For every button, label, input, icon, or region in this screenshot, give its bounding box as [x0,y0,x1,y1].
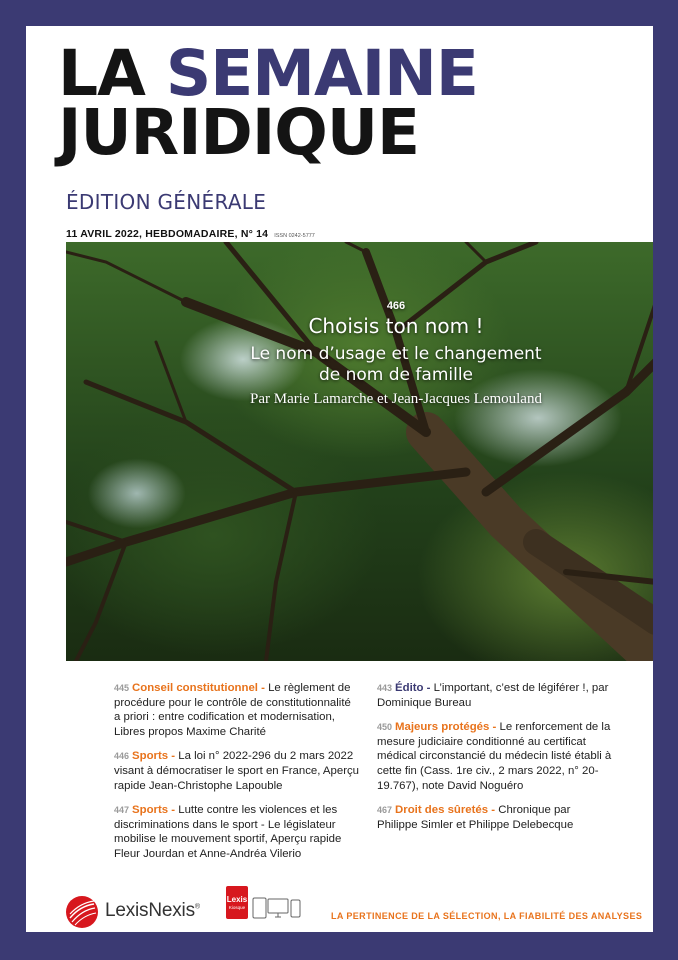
masthead-word-semaine: SEMAINE [165,37,478,110]
masthead-word-la: LA [58,37,166,110]
masthead [58,37,478,169]
feature-subtitle-line-2: de nom de famille [318,365,474,385]
feature-subtitle-line-1: Le nom d’usage et le changement [250,344,542,364]
kiosk-label-2: Kiosque [228,905,246,910]
entry-number: 446 [114,751,130,762]
entry-number: 450 [377,722,393,733]
summary-entry [114,681,360,739]
entry-topic: Droit des sûretés - [395,804,496,817]
feature-number: 466 [386,300,406,312]
entry-number: 443 [377,683,393,693]
lexis-kiosque-badge [226,886,248,919]
entry-number: 445 [114,683,130,693]
brand-name: LexisNexis [105,900,195,921]
entry-text: Le règlement de procédure pour le contrôle de constitutionnalité a priori : entre codification et modernisation, Libres propos Maxime Charité [114,682,351,738]
edition-label: ÉDITION GÉNÉRALE [66,190,267,214]
entry-topic: Édito - [395,682,431,694]
feature-title: Choisis ton nom ! [308,314,484,338]
lexisnexis-wordmark [105,900,200,922]
entry-number: 447 [114,805,130,816]
tagline: LA PERTINENCE DE LA SÉLECTION, LA FIABILITÉ DES ANALYSES [331,911,643,921]
issue-date-number: 11 AVRIL 2022, HEBDOMADAIRE, N° 14 [66,228,269,240]
summary-entry [377,720,613,793]
entry-topic: Sports - [132,750,176,763]
lexisnexis-logo-icon [64,894,100,930]
journal-cover [26,26,653,932]
entry-text: Chronique par Philippe Simler et Philippe Delebecque [377,804,574,831]
registered-mark: ® [194,903,200,911]
entry-text: L’important, c’est de légiférer !, par Dominique Bureau [377,682,609,709]
entry-number: 467 [377,805,393,816]
summary-entry [114,803,360,861]
desktop-icon [268,899,288,917]
phone-icon [291,900,300,917]
entry-text: La loi n° 2022-296 du 2 mars 2022 visant à démocratiser le sport en France, Aperçu rapide Jean-Christophe Lapouble [114,750,360,792]
feature-subtitle [186,344,606,386]
issn: ISSN 0242-5777 [274,233,315,239]
feature-authors: Par Marie Lamarche et Jean-Jacques Lemouland [250,391,542,407]
tablet-icon [253,898,266,918]
masthead-word-juridique: JURIDIQUE [58,96,420,169]
entry-topic: Sports - [132,804,176,817]
issue-info [66,228,315,240]
entry-topic: Majeurs protégés - [395,721,497,734]
entry-text: Le renforcement de la mesure judiciaire conditionné au certificat médical circonstancié du médecin listé établi à cette fin (Cass. 1re civ., 2 mars 2022, n° 20-19.767), note David Noguéro [377,721,612,792]
entry-text: Lutte contre les violences et les discriminations dans le sport - Le législateur mobilise le mouvement sportif, Aperçu rapide Fleur Jourdan et Anne-Andréa Vilerio [114,804,342,860]
cover-photo [66,242,653,661]
summary-entry [377,803,613,832]
summary-entry [377,681,613,710]
summary-entry [114,749,360,793]
summary-column-right [377,681,613,842]
kiosk-label-1: Lexis [226,895,248,904]
devices-icons [252,896,302,920]
entry-topic: Conseil constitutionnel - [132,682,265,694]
summary-column-left [114,681,360,872]
